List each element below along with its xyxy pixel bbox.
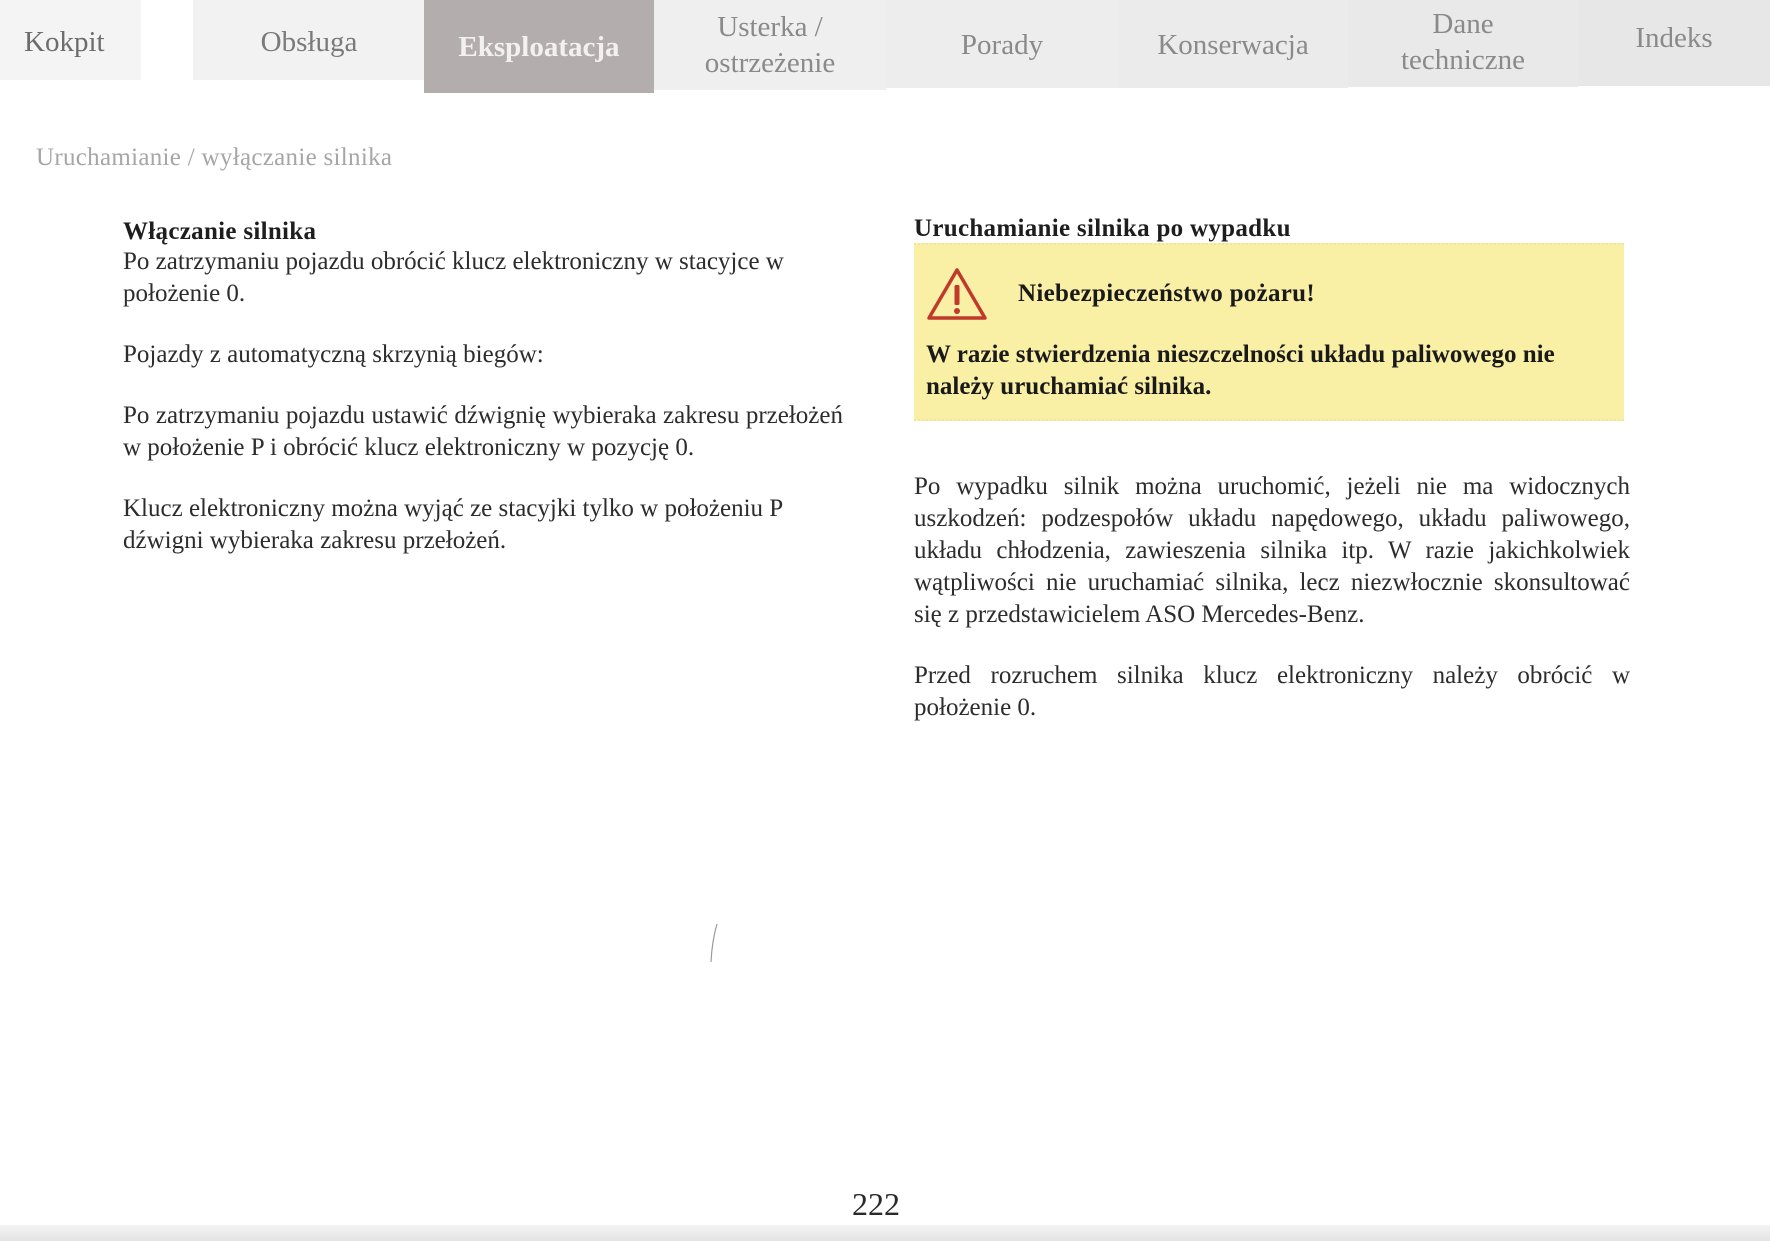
paragraph: Po zatrzymaniu pojazdu obrócić klucz elektroniczny w stacyjce w położenie 0.	[123, 248, 784, 307]
paragraph: Przed rozruchem silnika klucz elektroniczny należy obrócić w położenie 0.	[914, 662, 1630, 721]
warning-header	[926, 267, 1610, 321]
tab-usterka-label-line2: ostrzeżenie	[704, 47, 836, 79]
paragraph: Klucz elektroniczny można wyjąć ze stacyjki tylko w położeniu P dźwigni wybieraka zakresu przełożeń.	[123, 495, 783, 554]
breadcrumb: Uruchamianie / wyłączanie silnika	[36, 144, 393, 171]
pen-mark	[709, 923, 719, 963]
tab-usterka-label-line1: Usterka /	[717, 11, 823, 43]
tab-indeks[interactable]	[1578, 0, 1770, 86]
warning-triangle-icon	[926, 267, 988, 321]
tab-obsluga-label: Obsługa	[260, 26, 358, 58]
tab-konserwacja[interactable]	[1118, 0, 1348, 88]
right-column	[914, 215, 1630, 753]
tab-usterka-ostrzezenie[interactable]	[654, 0, 886, 90]
tab-indeks-label: Indeks	[1635, 22, 1713, 54]
tab-porady-label: Porady	[960, 29, 1044, 61]
tab-dane-techniczne[interactable]	[1348, 0, 1578, 87]
bottom-band	[0, 1225, 1770, 1241]
paragraph: Po zatrzymaniu pojazdu ustawić dźwignię wybieraka zakresu przełożeń w położenie P i obrócić klucz elektroniczny w pozycję 0.	[123, 402, 843, 461]
chapter-tab-bar	[0, 0, 1770, 94]
tab-dane-label-line1: Dane	[1432, 7, 1494, 40]
tab-dane-label-line2: techniczne	[1401, 43, 1525, 76]
tab-kokpit-label: Kokpit	[24, 26, 105, 58]
tab-konserwacja-label: Konserwacja	[1157, 29, 1309, 61]
tab-obsluga[interactable]	[193, 0, 425, 80]
tab-porady[interactable]	[886, 0, 1118, 88]
warning-title: Niebezpieczeństwo pożaru!	[1018, 280, 1316, 307]
tab-kokpit[interactable]	[0, 0, 141, 80]
page-number: 222	[852, 1186, 900, 1222]
tab-eksploatacja[interactable]	[424, 0, 654, 93]
warning-box	[914, 243, 1624, 421]
paragraph: Pojazdy z automatyczną skrzynią biegów:	[123, 341, 544, 368]
paragraph: Po wypadku silnik można uruchomić, jeżeli nie ma widocznych uszkodzeń: podzespołów układu napędowego, układu paliwowego, układu chłodzenia, zawieszenia silnika itp. W razie jakichkolwiek wątpliwości nie uruchamiać silnika, lecz niezwłocznie skonsultować się z przedstawicielem ASO Mercedes-Benz.	[914, 473, 1630, 628]
warning-body: W razie stwierdzenia nieszczelności układu paliwowego nie należy uruchamiać silnika.	[926, 341, 1555, 400]
section-heading-wlaczanie: Włączanie silnika	[123, 218, 317, 245]
left-column	[123, 218, 843, 586]
tab-eksploatacja-label: Eksploatacja	[458, 30, 620, 63]
section-heading-po-wypadku: Uruchamianie silnika po wypadku	[914, 215, 1291, 242]
